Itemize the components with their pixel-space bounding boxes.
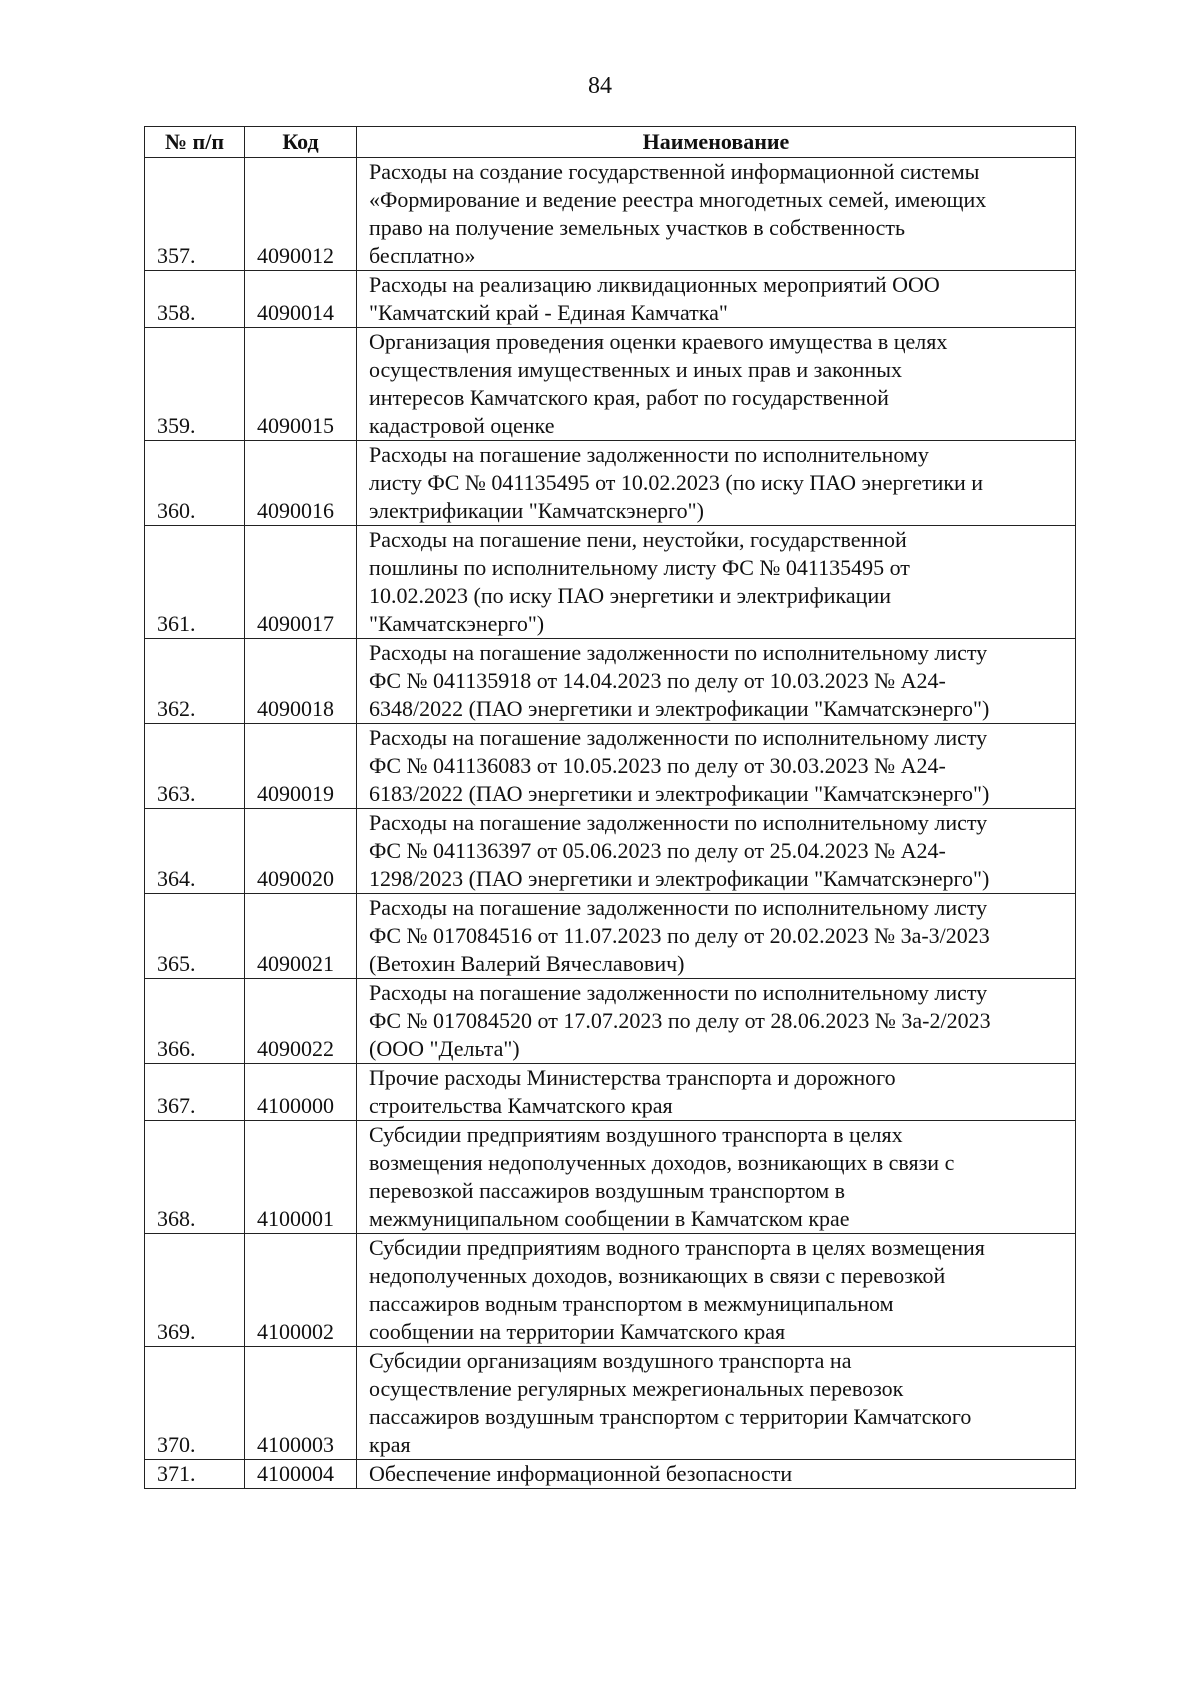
row-num: 363. (145, 724, 245, 809)
table-row (145, 328, 1076, 441)
table-row (145, 724, 1076, 809)
row-name: Расходы на погашение задолженности по исполнительному листу ФС № 017084516 от 11.07.2023 по делу от 20.02.2023 № 3а-3/2023 (Ветохин Валерий Вячеславович) (357, 894, 1076, 979)
row-name: Расходы на погашение задолженности по исполнительному листу ФС № 041135495 от 10.02.2023 (по иску ПАО энергетики и электрификации "Камчатскэнерго") (357, 441, 1076, 526)
row-code: 4090018 (245, 639, 357, 724)
row-code: 4100002 (245, 1234, 357, 1347)
row-name: Субсидии предприятиям воздушного транспорта в целях возмещения недополученных доходов, возникающих в связи с перевозкой пассажиров воздушным транспортом в межмуниципальном сообщении в Камчатском крае (357, 1121, 1076, 1234)
row-num: 368. (145, 1121, 245, 1234)
row-num: 366. (145, 979, 245, 1064)
row-num: 362. (145, 639, 245, 724)
table-row (145, 1121, 1076, 1234)
table-row (145, 1460, 1076, 1489)
table-row (145, 639, 1076, 724)
row-name: Обеспечение информационной безопасности (357, 1460, 1076, 1489)
row-num: 371. (145, 1460, 245, 1489)
row-code: 4090020 (245, 809, 357, 894)
table-row (145, 441, 1076, 526)
row-name: Организация проведения оценки краевого имущества в целях осуществления имущественных и иных прав и законных интересов Камчатского края, работ по государственной кадастровой оценке (357, 328, 1076, 441)
table-row (145, 271, 1076, 328)
row-code: 4090022 (245, 979, 357, 1064)
row-name: Прочие расходы Министерства транспорта и дорожного строительства Камчатского края (357, 1064, 1076, 1121)
table-row (145, 526, 1076, 639)
row-name: Субсидии предприятиям водного транспорта в целях возмещения недополученных доходов, возникающих в связи с перевозкой пассажиров водным транспортом в межмуниципальном сообщении на территории Камчатского края (357, 1234, 1076, 1347)
header-num: № п/п (145, 127, 245, 158)
header-code: Код (245, 127, 357, 158)
table-row (145, 1234, 1076, 1347)
page-number: 84 (588, 73, 612, 99)
row-code: 4090014 (245, 271, 357, 328)
row-num: 369. (145, 1234, 245, 1347)
row-code: 4090012 (245, 158, 357, 271)
row-num: 360. (145, 441, 245, 526)
table-row (145, 894, 1076, 979)
row-name: Расходы на погашение задолженности по исполнительному листу ФС № 041136083 от 10.05.2023 по делу от 30.03.2023 № А24- 6183/2022 (ПАО энергетики и электрофикации "Камчатскэнерго") (357, 724, 1076, 809)
row-code: 4090015 (245, 328, 357, 441)
row-name: Субсидии организациям воздушного транспорта на осуществление регулярных межрегиональных перевозок пассажиров воздушным транспортом с территории Камчатского края (357, 1347, 1076, 1460)
registry-table (144, 126, 1076, 1489)
row-name: Расходы на реализацию ликвидационных мероприятий ООО "Камчатский край - Единая Камчатка" (357, 271, 1076, 328)
row-num: 365. (145, 894, 245, 979)
table-header-row (145, 127, 1076, 158)
row-name: Расходы на погашение задолженности по исполнительному листу ФС № 041135918 от 14.04.2023 по делу от 10.03.2023 № А24- 6348/2022 (ПАО энергетики и электрофикации "Камчатскэнерго") (357, 639, 1076, 724)
row-name: Расходы на погашение задолженности по исполнительному листу ФС № 017084520 от 17.07.2023 по делу от 28.06.2023 № 3а-2/2023 (ООО "Дельта") (357, 979, 1076, 1064)
row-num: 358. (145, 271, 245, 328)
row-num: 364. (145, 809, 245, 894)
table-row (145, 158, 1076, 271)
row-num: 370. (145, 1347, 245, 1460)
row-code: 4100001 (245, 1121, 357, 1234)
table-row (145, 1064, 1076, 1121)
row-name: Расходы на погашение задолженности по исполнительному листу ФС № 041136397 от 05.06.2023 по делу от 25.04.2023 № А24- 1298/2023 (ПАО энергетики и электрофикации "Камчатскэнерго") (357, 809, 1076, 894)
row-code: 4090017 (245, 526, 357, 639)
table-row (145, 809, 1076, 894)
row-code: 4100004 (245, 1460, 357, 1489)
row-code: 4100000 (245, 1064, 357, 1121)
table-row (145, 1347, 1076, 1460)
row-num: 359. (145, 328, 245, 441)
row-num: 367. (145, 1064, 245, 1121)
row-num: 357. (145, 158, 245, 271)
row-num: 361. (145, 526, 245, 639)
row-code: 4090019 (245, 724, 357, 809)
row-name: Расходы на погашение пени, неустойки, государственной пошлины по исполнительному листу ФС № 041135495 от 10.02.2023 (по иску ПАО энергетики и электрификации "Камчатскэнерго") (357, 526, 1076, 639)
row-code: 4100003 (245, 1347, 357, 1460)
row-code: 4090021 (245, 894, 357, 979)
header-name: Наименование (357, 127, 1076, 158)
table-row (145, 979, 1076, 1064)
row-code: 4090016 (245, 441, 357, 526)
row-name: Расходы на создание государственной информационной системы «Формирование и ведение реестра многодетных семей, имеющих право на получение земельных участков в собственность бесплатно» (357, 158, 1076, 271)
